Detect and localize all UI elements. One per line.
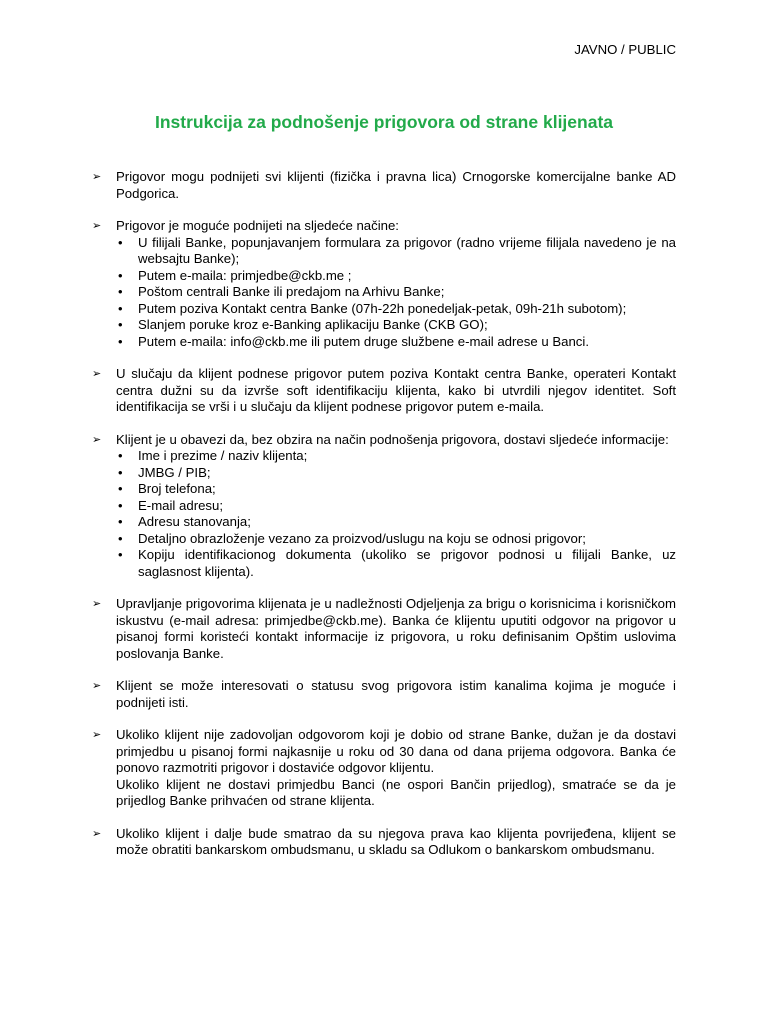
- arrow-bullet-icon: ➢: [92, 433, 102, 446]
- list-item: [116, 481, 676, 498]
- list-item: [116, 514, 676, 531]
- bullet-dot-icon: •: [118, 333, 123, 349]
- instruction-section: [92, 727, 676, 810]
- bullet-dot-icon: •: [118, 234, 123, 250]
- list-item-text: Putem poziva Kontakt centra Banke (07h-22h ponedeljak-petak, 09h-21h subotom);: [138, 300, 627, 316]
- section-paragraph: Upravljanje prigovorima klijenata je u nadležnosti Odjeljenja za brigu o korisnicima i korisničkom iskustvu (e-mail adresa: primjedbe@ckb.me). Banka će klijentu uputiti odgovor na prigovor u pisanoj formi koristeći kontakt informacije iz prigovora, u roku definisanim Opštim uslovima poslovanja Banke.: [116, 596, 676, 661]
- document-body: [92, 169, 676, 875]
- list-item: [116, 301, 676, 318]
- list-item: [116, 465, 676, 482]
- arrow-bullet-icon: ➢: [92, 680, 102, 692]
- list-item-text: Slanjem poruke kroz e-Banking aplikaciju Banke (CKB GO);: [138, 317, 488, 332]
- bullet-dot-icon: •: [118, 514, 123, 529]
- list-item-text: Adresu stanovanja;: [138, 514, 251, 529]
- list-item-text: Putem e-maila: primjedbe@ckb.me ;: [138, 267, 352, 283]
- instruction-section: [92, 169, 676, 202]
- list-item-text: Broj telefona;: [138, 481, 216, 496]
- list-item-text: E-mail adresu;: [138, 497, 224, 513]
- instruction-section: [92, 432, 676, 581]
- bullet-list: [116, 448, 676, 580]
- arrow-bullet-icon: ➢: [92, 598, 102, 610]
- bullet-dot-icon: •: [118, 547, 123, 562]
- bullet-dot-icon: •: [118, 284, 123, 299]
- arrow-bullet-icon: ➢: [92, 171, 102, 183]
- instruction-section: [92, 826, 676, 859]
- instruction-section: [92, 596, 676, 662]
- bullet-dot-icon: •: [118, 464, 123, 480]
- bullet-dot-icon: •: [118, 267, 123, 283]
- list-item: [116, 531, 676, 548]
- arrow-bullet-icon: ➢: [92, 729, 102, 741]
- arrow-bullet-icon: ➢: [92, 368, 102, 380]
- list-item-text: U filijali Banke, popunjavanjem formulara za prigovor (radno vrijeme filijala navedeno je na websajtu Banke);: [138, 234, 676, 266]
- list-item: [116, 334, 676, 351]
- list-item-text: JMBG / PIB;: [138, 464, 211, 480]
- arrow-bullet-icon: ➢: [92, 827, 102, 840]
- instruction-section: [92, 678, 676, 711]
- arrow-bullet-icon: ➢: [92, 220, 102, 232]
- list-item-text: Putem e-maila: info@ckb.me ili putem druge službene e-mail adrese u Banci.: [138, 333, 589, 349]
- list-item-text: Detaljno obrazloženje vezano za proizvod/uslugu na koju se odnosi prigovor;: [138, 530, 586, 546]
- bullet-dot-icon: •: [118, 300, 123, 316]
- section-paragraph: Ukoliko klijent i dalje bude smatrao da su njegova prava kao klijenta povrijeđena, klijent se može obratiti bankarskom ombudsmanu, u skladu sa Odlukom o bankarskom ombudsmanu.: [116, 825, 676, 857]
- bullet-list: [116, 235, 676, 351]
- section-paragraph: Prigovor je moguće podnijeti na sljedeće načine:: [116, 218, 399, 233]
- section-paragraph: Ukoliko klijent ne dostavi primjedbu Banci (ne ospori Bančin prijedlog), smatraće se da je prijedlog Banke prihvaćen od strane klijenta.: [116, 776, 676, 808]
- list-item-text: Poštom centrali Banke ili predajom na Arhivu Banke;: [138, 284, 445, 299]
- bullet-dot-icon: •: [118, 497, 123, 513]
- list-item: [116, 498, 676, 515]
- instruction-section: [92, 218, 676, 350]
- bullet-dot-icon: •: [118, 317, 123, 332]
- section-paragraph: U slučaju da klijent podnese prigovor putem poziva Kontakt centra Banke, operateri Kontakt centra dužni su da izvrše soft identifikaciju klijenta, kako bi utvrdili njegov identitet. Soft identifikacija se vrši i u slučaju da klijent podnese prigovor putem e-maila.: [116, 366, 676, 414]
- classification-label: JAVNO / PUBLIC: [574, 42, 676, 57]
- list-item: [116, 284, 676, 301]
- bullet-dot-icon: •: [118, 448, 123, 463]
- list-item: [116, 268, 676, 285]
- section-paragraph: Ukoliko klijent nije zadovoljan odgovorom koji je dobio od strane Banke, dužan je da dostavi primjedbu u pisanoj formi najkasnije u roku od 30 dana od dana prijema odgovora. Banka će ponovo razmotriti prigovor i dostaviće odgovor klijentu.: [116, 727, 676, 775]
- list-item-text: Ime i prezime / naziv klijenta;: [138, 448, 308, 463]
- list-item: [116, 235, 676, 268]
- list-item: [116, 448, 676, 465]
- bullet-dot-icon: •: [118, 481, 123, 496]
- list-item: [116, 317, 676, 334]
- instruction-section: [92, 366, 676, 416]
- list-item-text: Kopiju identifikacionog dokumenta (ukoliko se prigovor podnosi u filijali Banke, uz saglasnost klijenta).: [138, 547, 676, 579]
- list-item: [116, 547, 676, 580]
- section-paragraph: Prigovor mogu podnijeti svi klijenti (fizička i pravna lica) Crnogorske komercijalne banke AD Podgorica.: [116, 169, 676, 201]
- section-paragraph: Klijent je u obavezi da, bez obzira na način podnošenja prigovora, dostavi sljedeće informacije:: [116, 431, 669, 447]
- bullet-dot-icon: •: [118, 530, 123, 546]
- document-title: Instrukcija za podnošenje prigovora od strane klijenata: [154, 112, 614, 132]
- section-paragraph: Klijent se može interesovati o statusu svog prigovora istim kanalima kojima je moguće i podnijeti isti.: [116, 678, 676, 710]
